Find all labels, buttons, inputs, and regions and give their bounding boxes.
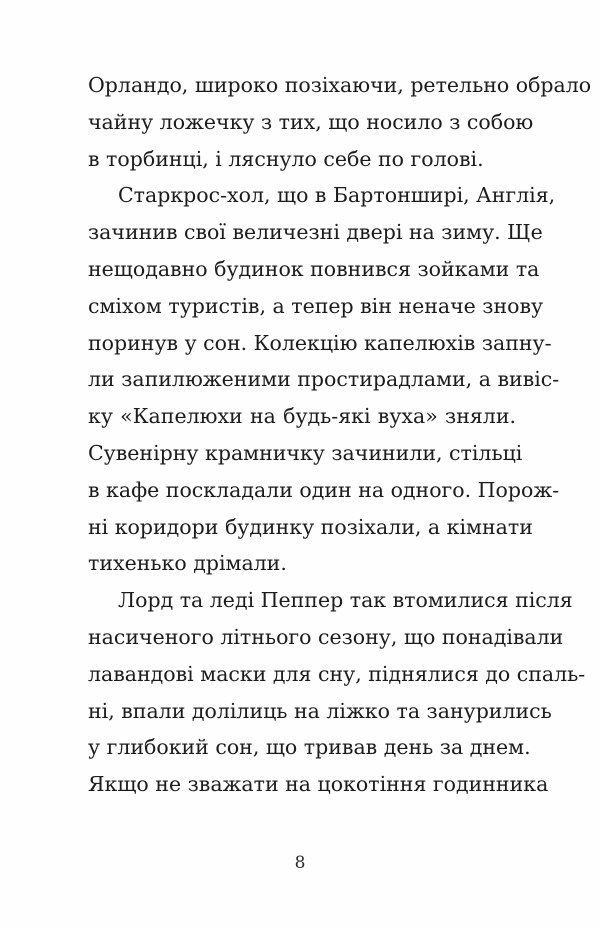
text-line: чайну ложечку з тих, що носило з собою <box>88 110 534 134</box>
text-line: ли запилюженими простирадлами, а вивіс- <box>88 367 560 391</box>
text-line: Старкрос-хол, що в Бартонширі, Англія, <box>118 183 556 207</box>
text-line: поринув у сон. Колекцію капелюхів запну- <box>88 331 552 355</box>
text-line: ні, впали долілиць на ліжко та занурились <box>88 699 552 723</box>
text-line: зачинив свої величезні двері на зиму. Ще <box>88 220 543 244</box>
text-line: в кафе поскладали один на одного. Порож- <box>88 478 560 502</box>
text-line: тихенько дрімали. <box>88 551 287 575</box>
text-line: у глибокий сон, що тривав день за днем. <box>88 735 531 759</box>
text-line: сміхом туристів, а тепер він неначе знову <box>88 294 544 318</box>
text-line: Сувенірну крамничку зачинили, стільці <box>88 441 523 465</box>
text-line: нещодавно будинок повнився зойками та <box>88 257 540 281</box>
text-line: ні коридори будинку позіхали, а кімнати <box>88 515 533 539</box>
text-line: Якщо не зважати на цокотіння годинника <box>88 772 549 796</box>
text-line: насиченого літнього сезону, що понадівали <box>88 625 564 649</box>
page-number: 8 <box>294 853 306 873</box>
text-line: лавандові маски для сну, піднялися до спаль- <box>88 662 586 686</box>
text-line: ку «Капелюхи на будь-які вуха» зняли. <box>88 404 516 428</box>
text-line: в торбинці, і ляснуло себе по голові. <box>88 147 484 171</box>
text-line: Лорд та леді Пеппер так втомилися після <box>118 588 573 612</box>
text-line: Орландо, широко позіхаючи, ретельно обрало <box>88 73 592 97</box>
